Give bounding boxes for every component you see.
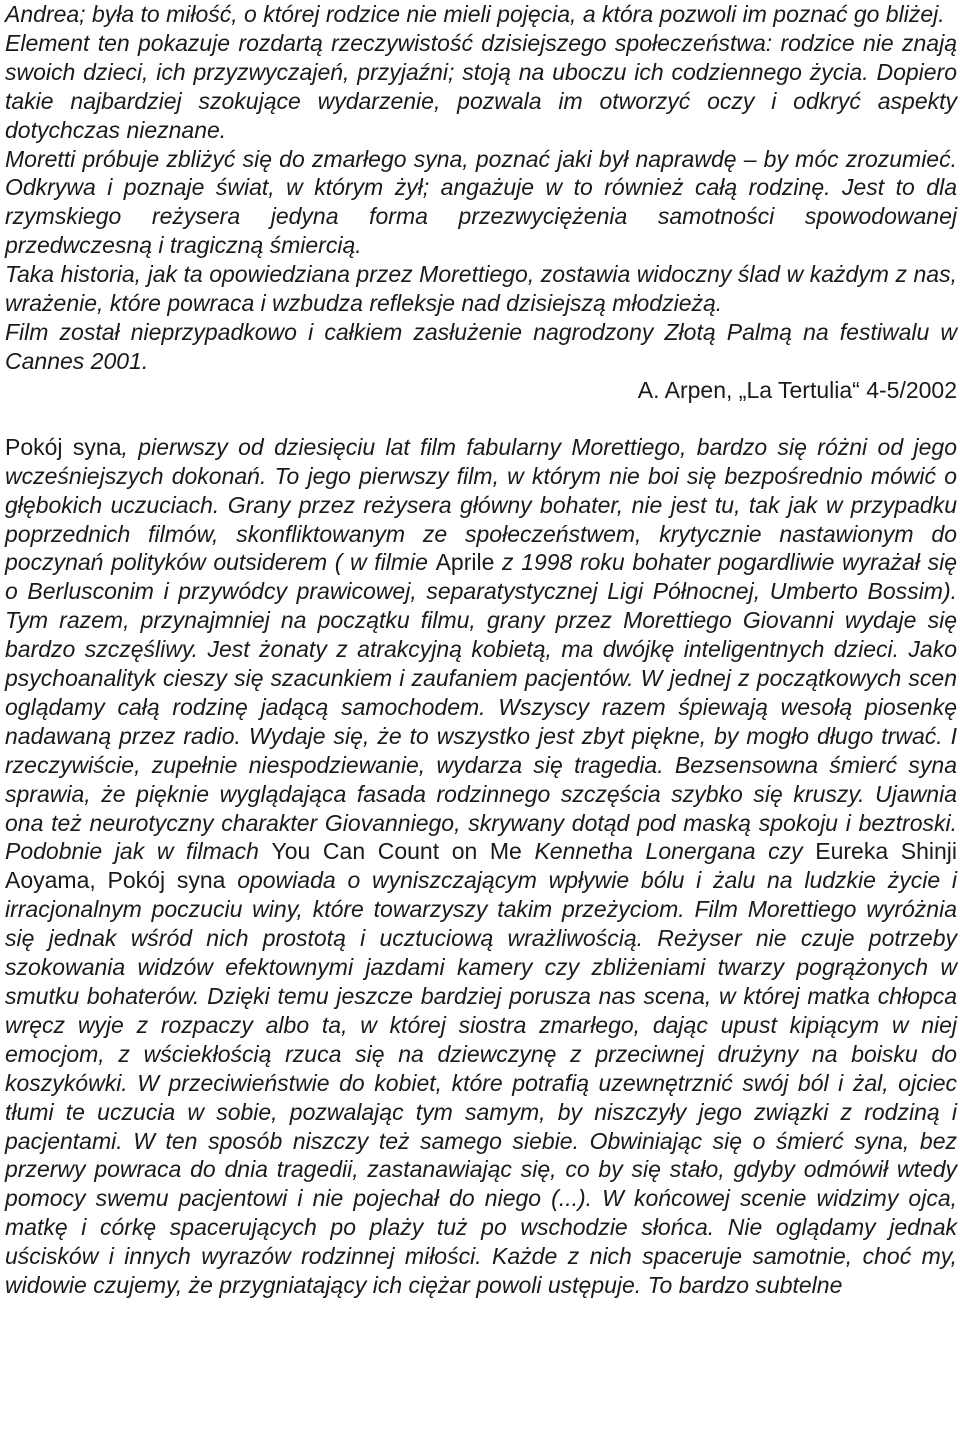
review-2-text: z 1998 roku bohater pogardliwie wyrażał się o Berlusconim i przywódcy prawicowej, separatystycznej Ligi Północnej, Umberto Bossim). Tym razem, przynajmniej na początku filmu, grany przez Morettiego Giovanni wydaje się bardzo szczęśliwy. Jest żonaty z atrakcyjną kobietą, ma dwójkę inteligentnych dzieci. Jako psychoanalityk cieszy się szacunkiem i zaufaniem pacjentów. W jednej z początkowych scen oglądamy całą rodzinę jadącą samochodem. Wszyscy razem śpiewają wesołą piosenkę nadawaną przez radio. Wydaje się, że to wszystko jest zbyt piękne, by mogło długo trwać. I rzeczywiście, zupełnie niespodziewanie, wydarza się tragedia. Bezsensowna śmierć syna sprawia, że pięknie wyglądająca fasada rodzinnego szczęścia szybko się kruszy. Ujawnia ona też neurotyczny charakter Giovanniego, skrywany dotąd pod maską spokoju i beztroski. Podobnie jak w filmach <box>5 549 957 865</box>
review-2-paragraph <box>5 433 957 1300</box>
review-1-paragraph-3: Moretti próbuje zbliżyć się do zmarłego syna, poznać jaki był naprawdę – by móc zrozumieć. Odkrywa i poznaje świat, w którym żył; angażuje w to również całą rodzinę. Jest to dla rzymskiego reżysera jedyna forma przezwyciężenia samotności spowodowanej przedwczesną i tragiczną śmiercią. <box>5 145 957 259</box>
review-2-text: , pierwszy od dziesięciu lat film fabularny Morettiego, bardzo się różni od jego wcześniejszych dokonań. To jego pierwszy film, w którym nie boi się bezpośrednio mówić o głębokich uczuciach. Grany przez reżysera główny bohater, nie jest tu, tak jak w przypadku poprzednich filmów, skonfliktowanym ze społeczeństwem, krytycznie nastawionym do poczynań polityków outsiderem ( w filmie <box>5 433 957 576</box>
review-1-paragraph-4: Taka historia, jak ta opowiedziana przez Morettiego, zostawia widoczny ślad w każdym z nas, wrażenie, które powraca i wzbudza refleksje nad dzisiejszą młodzieżą. <box>5 261 957 317</box>
film-title: Eureka <box>815 838 889 865</box>
film-title: You Can Count on Me <box>271 838 522 865</box>
review-2-text: Kennetha Lonergana czy <box>521 838 816 865</box>
film-title: Aprile <box>435 549 495 576</box>
review-1-paragraph-5: Film został nieprzypadkowo i całkiem zasłużenie nagrodzony Złotą Palmą na festiwalu w Cannes 2001. <box>5 318 957 374</box>
film-title: Pokój syna <box>107 867 226 894</box>
review-2-text: opowiada o wyniszczającym wpływie bólu i żalu na ludzkie życie i irracjonalnym poczuciu winy, które towarzyszy takim przeżyciom. Film Morettiego wyróżnia się jednak wśród nich prostotą i ucztuciową wrażliwością. Reżyser nie czuje potrzeby szokowania widzów efektownymi jazdami kamery czy zbliżeniami twarzy pogrążonych w smutku bohaterów. Dzięki temu jeszcze bardziej porusza nas scena, w której matka chłopca wręcz wyje z rozpaczy albo ta, w której siostra zmarłego, dając upust kipiącym w niej emocjom, z wściekłością rzuca się na dziewczynę z przeciwnej drużyny na boisku do koszykówki. W przeciwieństwie do kobiet, które potrafią uzewnętrznić swój ból i żal, ojciec tłumi te uczucia w sobie, pozwalając tym samym, by niszczyły jego związki z rodziną i pacjentami. W ten sposób niszczy też samego siebie. Obwiniając się o śmierć syna, bez przerwy powraca do dnia tragedii, zastanawiając się, co by się stało, gdyby odmówił wtedy pomocy swemu pacjentowi i nie pojechał do niego (...). W końcowej scenie widzimy ojca, matkę i córkę spacerujących po plaży tuż po wschodzie słońca. Nie oglądamy jednak uścisków i innych wyrazów rodzinnej miłości. Każde z nich spaceruje samotnie, choć my, widowie czujemy, że przygniatający ich ciężar powoli ustępuje. To bardzo subtelne <box>5 867 958 1299</box>
document-page <box>5 0 957 1300</box>
review-1-paragraph-2: Element ten pokazuje rozdartą rzeczywistość dzisiejszego społeczeństwa: rodzice nie znają swoich dzieci, ich przyzwyczajeń, przyjaźni; stoją na uboczu ich codziennego życia. Dopiero takie najbardziej szokujące wydarzenie, pozwala im otworzyć oczy i odkryć aspekty dotychczas nieznane. <box>5 29 957 143</box>
review-1 <box>5 0 957 433</box>
director-name: Shinji Aoyama, <box>5 838 957 894</box>
review-1-paragraph-1: Andrea; była to miłość, o której rodzice nie mieli pojęcia, a która pozwoli im poznać go bliżej. <box>5 1 945 27</box>
film-title: Pokój syna <box>5 433 122 460</box>
review-1-signature: A. Arpen, „La Tertulia“ 4-5/2002 <box>637 376 957 403</box>
